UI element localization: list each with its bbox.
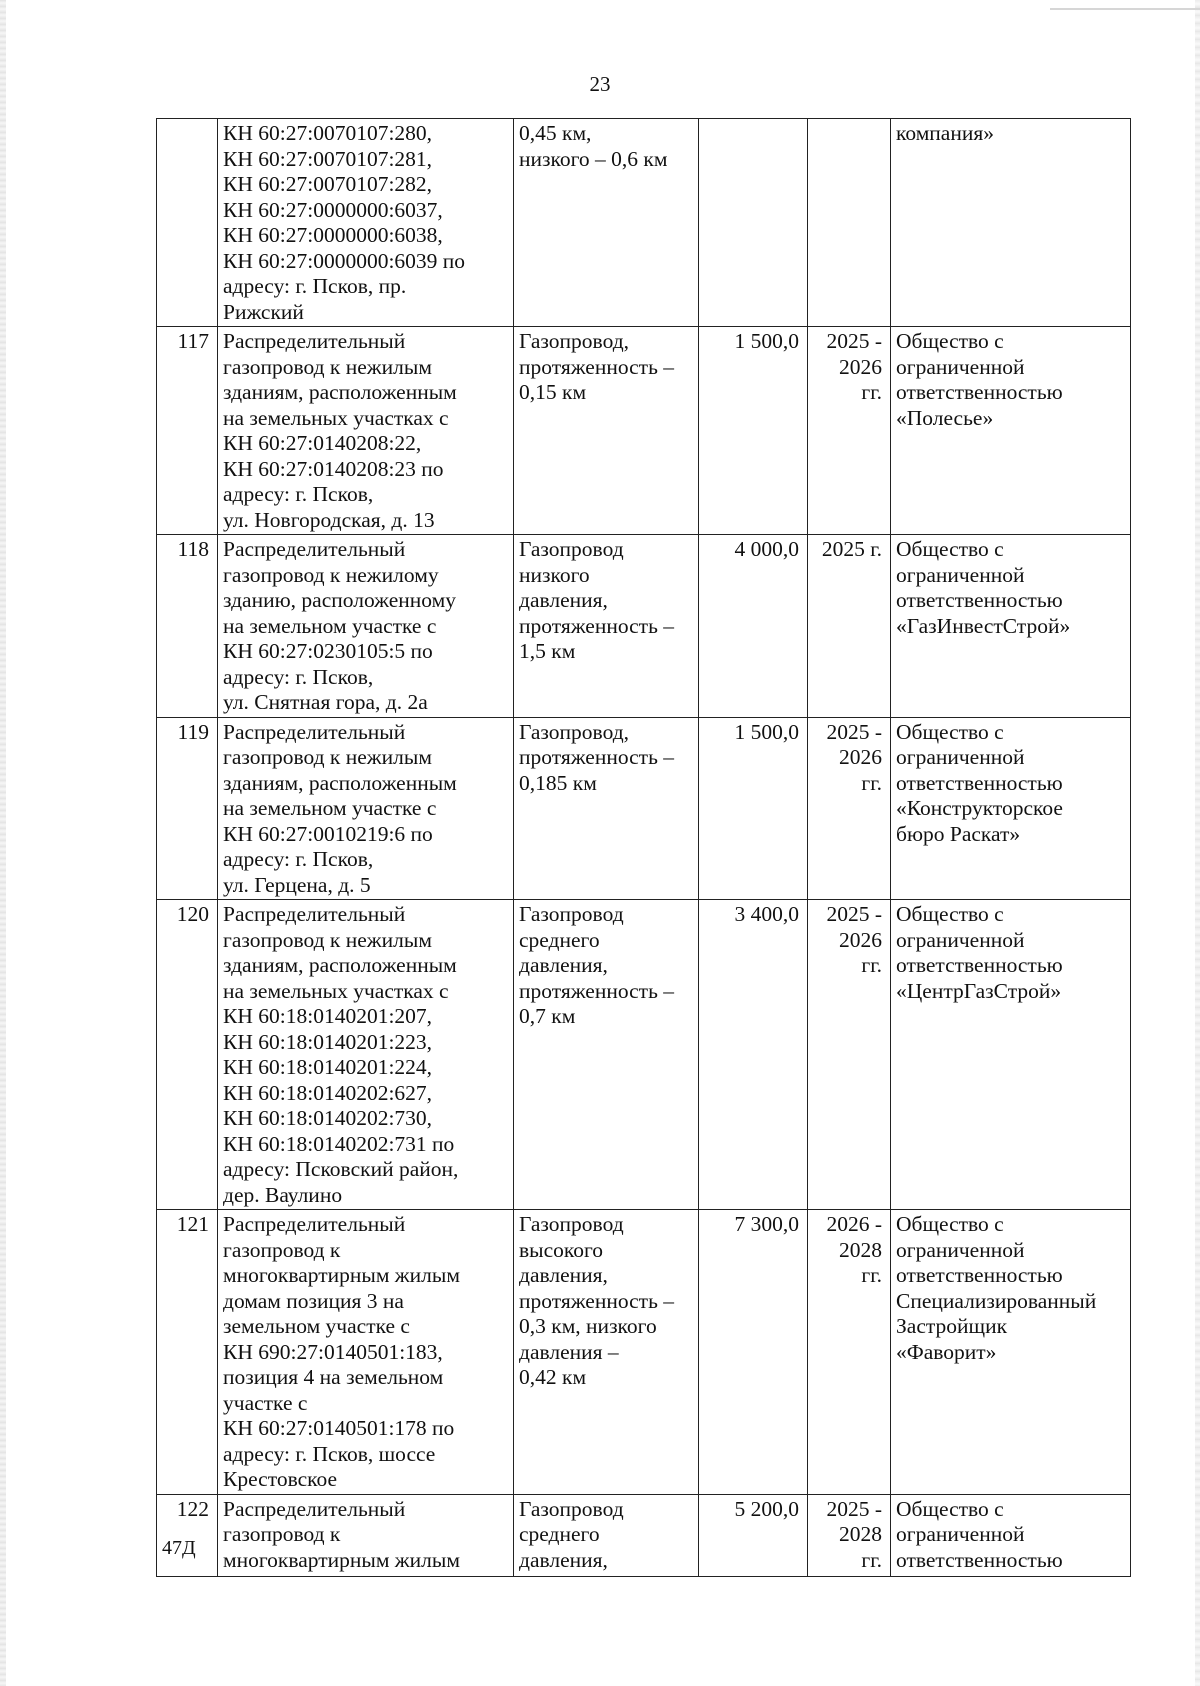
object-description-line: домам позиция 3 на [223, 1288, 404, 1313]
row-number-cell: 121 [157, 1210, 218, 1495]
row-number-cell: 119 [157, 717, 218, 900]
responsible-organization-cell [891, 1210, 1131, 1495]
table-row [157, 1494, 1131, 1576]
object-characteristics-line: среднего [519, 1522, 600, 1546]
object-description-line: многоквартирным жилым [223, 1547, 460, 1572]
responsible-organization-cell [891, 535, 1131, 718]
object-characteristics-line: Газопровод [519, 902, 624, 926]
object-characteristics-line: высокого [519, 1237, 604, 1262]
object-description-cell [218, 119, 514, 327]
implementation-years-line: 2028 [839, 1237, 882, 1262]
object-description-line: Рижский [223, 299, 304, 324]
object-description-line: земельном участке с [223, 1314, 410, 1338]
object-characteristics-line: среднего [519, 927, 600, 952]
object-description-line: КН 60:18:0140202:731 по [223, 1131, 455, 1156]
scan-edge-left [0, 0, 6, 1686]
object-description-line: КН 60:18:0140201:207, [223, 1004, 433, 1028]
implementation-years-cell [808, 327, 891, 535]
responsible-organization-line: Общество с [896, 1496, 1004, 1521]
implementation-years-line: 2025 г. [821, 537, 882, 561]
cost-value-cell: 1 500,0 [699, 327, 808, 535]
implementation-years-line: 2025 - [826, 329, 882, 353]
object-characteristics-cell [514, 327, 699, 535]
row-number-cell: 118 [157, 535, 218, 718]
implementation-years-line: 2026 [839, 354, 882, 379]
table-row [157, 900, 1131, 1210]
row-number-cell: 117 [157, 327, 218, 535]
object-description-line: КН 60:18:0140201:223, [223, 1029, 433, 1054]
object-characteristics-line: протяженность – [519, 745, 675, 769]
object-description-line: на земельном участке с [223, 613, 437, 638]
responsible-organization-line: ответственностью [896, 380, 1063, 404]
responsible-organization-line: ограниченной [896, 562, 1025, 587]
implementation-years-line: 2025 - [826, 902, 882, 926]
responsible-organization-line: ответственностью [896, 588, 1063, 612]
object-characteristics-line: низкого – 0,6 км [519, 146, 668, 171]
responsible-organization-line: ограниченной [896, 927, 1025, 952]
responsible-organization-line: ограниченной [896, 354, 1025, 379]
implementation-years-cell [808, 900, 891, 1210]
responsible-organization-line: «ГазИнвестСтрой» [896, 613, 1071, 638]
object-description-line: КН 60:27:0000000:6038, [223, 223, 443, 247]
object-description-cell [218, 1210, 514, 1495]
cost-value-cell: 1 500,0 [699, 717, 808, 900]
object-description-cell [218, 535, 514, 718]
implementation-years-line: гг. [861, 1547, 882, 1572]
object-description-line: участке с [223, 1390, 308, 1415]
object-description-line: на земельном участке с [223, 796, 437, 820]
cost-value-cell [699, 119, 808, 327]
table-row [157, 717, 1131, 900]
responsible-organization-line: ответственностью [896, 770, 1063, 795]
responsible-organization-line: «ЦентрГазСтрой» [896, 978, 1062, 1003]
responsible-organization-line: ограниченной [896, 745, 1025, 769]
table-body [157, 119, 1131, 1577]
object-description-line: КН 60:18:0140201:224, [223, 1055, 433, 1079]
responsible-organization-line: ответственностью [896, 953, 1063, 977]
object-characteristics-line: 1,5 км [519, 639, 576, 663]
responsible-organization-line: «Фаворит» [896, 1339, 997, 1364]
scan-edge-top [1050, 8, 1200, 10]
object-characteristics-line: протяженность – [519, 613, 675, 638]
object-description-line: газопровод к нежилому [223, 562, 439, 587]
object-characteristics-cell [514, 535, 699, 718]
object-description-line: КН 60:18:0140202:627, [223, 1080, 433, 1105]
object-description-line: зданиям, расположенным [223, 953, 457, 977]
object-characteristics-line: давления, [519, 588, 608, 612]
object-description-line: КН 690:27:0140501:183, [223, 1339, 443, 1364]
object-characteristics-line: давления, [519, 1263, 608, 1287]
responsible-organization-cell [891, 1494, 1131, 1576]
object-description-cell [218, 1494, 514, 1576]
object-description-line: КН 60:27:0000000:6037, [223, 197, 443, 222]
object-characteristics-cell [514, 717, 699, 900]
object-description-line: КН 60:27:0140501:178 по [223, 1416, 455, 1440]
object-description-line: КН 60:27:0140208:23 по [223, 456, 444, 481]
object-description-line: газопровод к [223, 1522, 341, 1546]
implementation-years-line: гг. [861, 953, 882, 977]
object-characteristics-line: низкого [519, 562, 590, 587]
row-number-cell: 120 [157, 900, 218, 1210]
responsible-organization-line: Общество с [896, 1212, 1004, 1236]
responsible-organization-line: ограниченной [896, 1237, 1025, 1262]
object-characteristics-line: протяженность – [519, 354, 675, 379]
object-description-line: адресу: г. Псков, [223, 847, 374, 871]
object-description-line: Распределительный [223, 1212, 406, 1236]
scan-edge-right [1195, 0, 1200, 1686]
implementation-years-cell [808, 119, 891, 327]
object-description-line: Распределительный [223, 719, 406, 744]
responsible-organization-line: компания» [896, 121, 994, 145]
object-characteristics-line: 0,45 км, [519, 121, 592, 145]
object-description-line: КН 60:27:0070107:281, [223, 146, 433, 171]
object-characteristics-line: Газопровод [519, 537, 624, 561]
object-description-line: газопровод к нежилым [223, 745, 432, 769]
object-description-line: многоквартирным жилым [223, 1263, 460, 1287]
implementation-years-cell [808, 717, 891, 900]
object-characteristics-cell [514, 900, 699, 1210]
table-row [157, 327, 1131, 535]
responsible-organization-cell [891, 119, 1131, 327]
row-number-cell: 122 [157, 1494, 218, 1576]
implementation-years-line: гг. [861, 380, 882, 404]
table-row [157, 119, 1131, 327]
object-description-line: Распределительный [223, 902, 406, 926]
object-description-line: адресу: Псковский район, [223, 1157, 459, 1181]
object-characteristics-cell [514, 1494, 699, 1576]
implementation-years-line: гг. [861, 1263, 882, 1287]
object-description-line: КН 60:18:0140202:730, [223, 1106, 433, 1130]
cost-value-cell: 7 300,0 [699, 1210, 808, 1495]
object-characteristics-cell [514, 119, 699, 327]
footer-code: 47Д [162, 1537, 196, 1559]
object-characteristics-line: 0,7 км [519, 1004, 576, 1028]
object-description-line: ул. Новгородская, д. 13 [223, 507, 435, 532]
object-description-line: зданию, расположенному [223, 588, 456, 612]
implementation-years-line: 2025 - [826, 1496, 882, 1521]
object-description-line: адресу: г. Псков, шоссе [223, 1441, 436, 1466]
cost-value-cell: 4 000,0 [699, 535, 808, 718]
object-description-line: газопровод к нежилым [223, 354, 432, 379]
page-number: 23 [589, 72, 611, 96]
object-description-cell [218, 900, 514, 1210]
object-description-line: КН 60:27:0010219:6 по [223, 821, 433, 846]
table-row [157, 535, 1131, 718]
object-characteristics-line: давления, [519, 953, 608, 977]
object-characteristics-line: Газопровод [519, 1212, 624, 1236]
object-description-line: Распределительный [223, 537, 406, 561]
responsible-organization-line: Общество с [896, 537, 1004, 561]
object-characteristics-line: 0,185 км [519, 770, 597, 795]
object-characteristics-line: Газопровод [519, 1496, 624, 1521]
implementation-years-line: 2028 [839, 1522, 882, 1546]
implementation-years-line: гг. [861, 770, 882, 795]
implementation-years-line: 2025 - [826, 719, 882, 744]
responsible-organization-cell [891, 327, 1131, 535]
object-description-line: Крестовское [223, 1467, 338, 1491]
object-description-line: зданиям, расположенным [223, 380, 457, 404]
responsible-organization-line: «Конструкторское [896, 796, 1063, 820]
object-description-line: на земельных участках с [223, 405, 449, 430]
responsible-organization-line: Общество с [896, 719, 1004, 744]
object-description-line: КН 60:27:0230105:5 по [223, 639, 433, 663]
object-description-line: ул. Снятная гора, д. 2а [223, 690, 428, 714]
object-characteristics-line: 0,15 км [519, 380, 587, 404]
object-characteristics-line: давления, [519, 1547, 608, 1572]
responsible-organization-line: «Полесье» [896, 405, 994, 430]
object-description-line: адресу: г. Псков, [223, 664, 374, 689]
object-description-line: зданиям, расположенным [223, 770, 457, 795]
implementation-years-cell [808, 1210, 891, 1495]
object-characteristics-line: 0,42 км [519, 1365, 587, 1389]
implementation-years-line: 2026 [839, 927, 882, 952]
object-description-line: Распределительный [223, 329, 406, 353]
object-description-line: газопровод к [223, 1237, 341, 1262]
object-description-cell [218, 327, 514, 535]
implementation-years-line: 2026 - [826, 1212, 882, 1236]
responsible-organization-line: бюро Раскат» [896, 821, 1021, 846]
object-description-line: дер. Ваулино [223, 1182, 343, 1207]
object-description-line: на земельных участках с [223, 978, 449, 1003]
object-characteristics-line: давления – [519, 1339, 619, 1364]
responsible-organization-line: Общество с [896, 902, 1004, 926]
object-description-line: Распределительный [223, 1496, 406, 1521]
object-characteristics-line: Газопровод, [519, 329, 630, 353]
responsible-organization-line: Специализированный [896, 1288, 1097, 1313]
responsible-organization-cell [891, 900, 1131, 1210]
object-description-line: адресу: г. Псков, пр. [223, 274, 407, 298]
cost-value-cell: 3 400,0 [699, 900, 808, 1210]
responsible-organization-line: ограниченной [896, 1522, 1025, 1546]
object-description-line: КН 60:27:0000000:6039 по [223, 248, 466, 273]
object-description-line: КН 60:27:0070107:282, [223, 172, 433, 196]
responsible-organization-line: ответственностью [896, 1263, 1063, 1287]
object-description-line: КН 60:27:0070107:280, [223, 121, 433, 145]
implementation-years-cell [808, 1494, 891, 1576]
implementation-years-line: 2026 [839, 745, 882, 769]
implementation-years-cell [808, 535, 891, 718]
object-description-line: позиция 4 на земельном [223, 1365, 444, 1389]
object-description-line: ул. Герцена, д. 5 [223, 872, 371, 897]
object-characteristics-line: протяженность – [519, 978, 675, 1003]
responsible-organization-line: ответственностью [896, 1547, 1063, 1572]
responsible-organization-line: Общество с [896, 329, 1004, 353]
object-characteristics-line: протяженность – [519, 1288, 675, 1313]
object-description-cell [218, 717, 514, 900]
responsible-organization-cell [891, 717, 1131, 900]
object-characteristics-line: 0,3 км, низкого [519, 1314, 657, 1338]
table-row [157, 1210, 1131, 1495]
investment-table [156, 118, 1131, 1577]
responsible-organization-line: Застройщик [896, 1314, 1008, 1338]
object-characteristics-cell [514, 1210, 699, 1495]
row-number-cell [157, 119, 218, 327]
object-characteristics-line: Газопровод, [519, 719, 630, 744]
object-description-line: адресу: г. Псков, [223, 482, 374, 506]
cost-value-cell: 5 200,0 [699, 1494, 808, 1576]
object-description-line: КН 60:27:0140208:22, [223, 431, 422, 455]
object-description-line: газопровод к нежилым [223, 927, 432, 952]
